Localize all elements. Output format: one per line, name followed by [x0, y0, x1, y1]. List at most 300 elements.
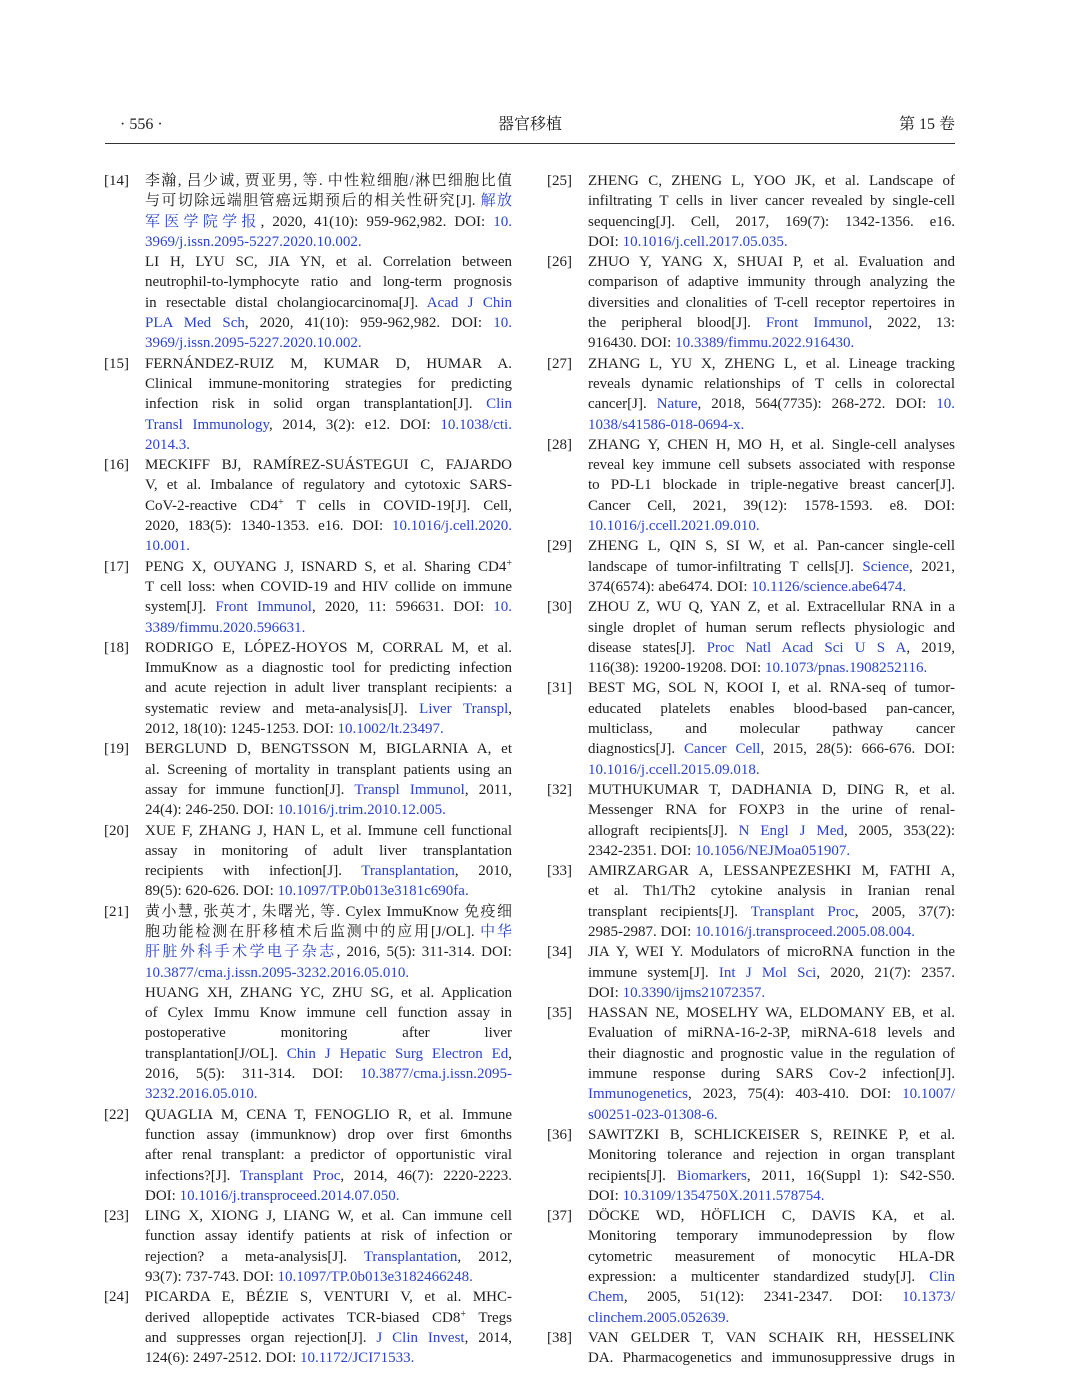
reference-line — [145, 475, 512, 495]
reference-line — [588, 618, 955, 638]
reference-link[interactable]: Front Immunol — [215, 599, 312, 616]
reference-line — [145, 1166, 512, 1186]
reference-link[interactable]: 10.1016/j.ccell.2021.09.010. — [588, 518, 760, 535]
reference-line — [145, 719, 512, 739]
reference-line — [588, 902, 955, 922]
reference-number: [17] — [104, 558, 129, 575]
reference-text: Evaluation of miRNA-16-2-3P, miRNA-618 levels and — [588, 1025, 955, 1042]
reference-line — [145, 1125, 512, 1145]
reference-line — [145, 658, 512, 678]
reference-item — [104, 638, 512, 739]
reference-text: after renal transplant: a predictor of opportunistic viral — [145, 1147, 512, 1164]
reference-text: function assay (immunknow) drop over first 6months — [145, 1126, 512, 1143]
reference-text: Cancer Cell, 2021, 39(12): 1578-1593. e8. DOI: — [588, 497, 955, 514]
reference-item — [104, 902, 512, 1105]
reference-text: sequencing[J]. Cell, 2017, 169(7): 1342-1356. e16. — [588, 213, 955, 230]
reference-text: , 2005, 51(12): 2341-2347. DOI: — [623, 1289, 903, 1306]
reference-text: 93(7): 737-743. DOI: — [145, 1269, 278, 1286]
reference-text: VAN GELDER T, VAN SCHAIK RH, HESSELINK — [588, 1329, 955, 1346]
reference-text: , 2005, 37(7): — [854, 903, 955, 920]
reference-number: [28] — [547, 436, 572, 453]
reference-link[interactable]: 10.1016/j.trim.2010.12.005. — [277, 802, 446, 819]
reference-line — [588, 800, 955, 820]
reference-text: assay for immune function[J]. — [145, 781, 355, 798]
reference-link[interactable]: Transplant Proc — [750, 903, 855, 920]
reference-link[interactable]: 10.1007/ — [902, 1086, 955, 1103]
reference-item — [547, 1206, 955, 1328]
reference-text: ZHOU Z, WU Q, YAN Z, et al. Extracellular RNA in a — [588, 599, 955, 616]
superscript: + — [278, 496, 284, 508]
reference-line — [588, 658, 955, 678]
reference-text: FERNÁNDEZ-RUIZ M, KUMAR D, HUMAR A. — [145, 355, 512, 372]
reference-line — [145, 536, 512, 556]
reference-text: cytometric measurement of monocytic HLA-DR — [588, 1248, 955, 1265]
reference-number: [26] — [547, 254, 572, 271]
reference-link[interactable]: 10.3877/cma.j.issn.2095-3232.2016.05.010. — [145, 964, 410, 981]
reference-text: Messenger RNA for FOXP3 in the urine of renal- — [588, 802, 955, 819]
reference-line — [145, 1308, 512, 1328]
reference-item — [104, 557, 512, 638]
reference-line — [145, 171, 512, 191]
reference-line — [588, 922, 955, 942]
reference-text: comparison of adaptive immunity through analyzing the — [588, 274, 955, 291]
reference-link[interactable]: 3389/fimmu.2020.596631. — [145, 619, 306, 636]
reference-text: recipients[J]. — [588, 1167, 677, 1184]
reference-link[interactable]: Transplantation — [361, 863, 455, 880]
reference-line — [588, 1166, 955, 1186]
reference-link[interactable]: Transpl Immunol — [354, 781, 465, 798]
reference-text: and suppresses organ rejection[J]. — [145, 1329, 377, 1346]
reference-line — [145, 1267, 512, 1287]
reference-link[interactable]: 10.1097/TP.0b013e3182466248. — [277, 1269, 473, 1286]
reference-link[interactable]: Transplantation — [363, 1248, 458, 1265]
reference-link[interactable]: Clin — [929, 1269, 955, 1286]
reference-text: , 2011, — [464, 781, 512, 798]
reference-item — [547, 942, 955, 1003]
reference-text: their diagnostic and prognostic value in the regulation of — [588, 1045, 955, 1062]
reference-text: in resectable distal cholangiocarcinoma[J]. — [145, 294, 427, 311]
reference-link[interactable]: 10.1016/j.cell.2020. — [392, 518, 512, 535]
reference-line — [588, 1044, 955, 1064]
reference-line — [588, 333, 955, 353]
reference-line — [588, 272, 955, 292]
reference-text: , 2020, 11: 596631. DOI: — [311, 599, 494, 616]
reference-text: PICARDA E, BÉZIE S, VENTURI V, et al. MHC- — [145, 1289, 512, 1306]
reference-text: diagnostics[J]. — [588, 741, 685, 758]
reference-link[interactable]: 3969/j.issn.2095-5227.2020.10.002. — [145, 233, 362, 250]
reference-line — [145, 699, 512, 719]
reference-item — [547, 536, 956, 597]
reference-number: [24] — [104, 1289, 129, 1306]
reference-text: infections?[J]. — [145, 1167, 240, 1184]
reference-text: , 2018, 564(7735): 268-272. DOI: — [697, 396, 937, 413]
reference-text: AMIRZARGAR A, LESSANPEZESHKI M, FATHI A, — [588, 863, 955, 880]
reference-line — [588, 212, 955, 232]
reference-line — [145, 293, 512, 313]
reference-link[interactable]: 10.1002/lt.23497. — [337, 721, 444, 738]
reference-text: , 2014, 46(7): 2220-2223. — [340, 1167, 512, 1184]
reference-link[interactable]: 10.1373/ — [902, 1289, 955, 1306]
reference-link[interactable]: Immunogenetics — [588, 1086, 688, 1103]
reference-text: Tregs — [465, 1309, 512, 1326]
reference-link[interactable]: 10.1016/j.cell.2017.05.035. — [622, 233, 788, 250]
reference-text: expression: a multicenter standardized study[J]. — [588, 1269, 930, 1286]
reference-line — [588, 496, 955, 516]
reference-text: HASSAN NE, MOSELHY WA, ELDOMANY EB, et al. — [588, 1005, 955, 1022]
reference-text: 89(5): 620-626. DOI: — [145, 883, 278, 900]
reference-line — [145, 841, 512, 861]
reference-text: assay in monitoring of adult liver transplantation — [145, 842, 512, 859]
reference-item — [547, 780, 955, 861]
reference-number: [32] — [547, 781, 572, 798]
reference-link[interactable]: clinchem.2005.052639. — [588, 1309, 730, 1326]
reference-text: DOI: — [588, 233, 623, 250]
reference-number: [36] — [547, 1126, 572, 1143]
reference-link[interactable]: 10.1097/TP.0b013e3181c690fa. — [277, 883, 469, 900]
page-number: · 556 · — [120, 116, 163, 133]
reference-link[interactable]: 中华 — [480, 923, 512, 940]
reference-line — [588, 577, 955, 597]
reference-text: 2020, 183(5): 1340-1353. e16. DOI: — [145, 518, 392, 535]
reference-line — [588, 1328, 955, 1348]
reference-link[interactable]: PLA Med Sch — [145, 315, 245, 332]
reference-text: , 2011, 16(Suppl 1): S42-S50. — [746, 1167, 955, 1184]
reference-link[interactable]: 10.1016/j.transproceed.2005.08.004. — [695, 923, 916, 940]
reference-text: RODRIGO E, LÓPEZ-HOYOS M, CORRAL M, et al. — [145, 639, 512, 656]
reference-number: [15] — [104, 355, 129, 372]
reference-text: LI H, LYU SC, JIA YN, et al. Correlation between — [145, 254, 512, 271]
reference-text: postoperative monitoring after liver — [145, 1025, 512, 1042]
reference-line — [145, 1206, 512, 1226]
reference-item — [104, 1206, 512, 1287]
reference-text: al. Screening of mortality in transplant patients using an — [145, 761, 512, 778]
reference-line — [145, 1105, 512, 1125]
reference-line — [145, 252, 512, 272]
reference-line — [145, 963, 512, 983]
reference-link[interactable]: Transplant Proc — [239, 1167, 341, 1184]
reference-text: infiltrating T cells in liver cancer revealed by single-cell — [588, 193, 955, 210]
reference-text: 916430. DOI: — [588, 335, 676, 352]
superscript: + — [460, 1308, 466, 1320]
reference-line — [588, 963, 955, 983]
reference-link[interactable]: Clin — [486, 396, 512, 413]
reference-line — [145, 455, 512, 475]
reference-line — [145, 821, 512, 841]
reference-line — [588, 699, 955, 719]
reference-line — [145, 1145, 512, 1165]
reference-link[interactable]: Acad J Chin — [426, 294, 512, 311]
reference-line — [588, 1125, 955, 1145]
reference-text: the peripheral blood[J]. — [588, 315, 766, 332]
reference-text: HUANG XH, ZHANG YC, ZHU SG, et al. Application — [145, 984, 512, 1001]
reference-text: , 2012, — [457, 1248, 512, 1265]
reference-link[interactable]: 2014.3. — [145, 436, 190, 453]
reference-line — [588, 232, 955, 252]
reference-item — [104, 455, 513, 556]
reference-text: , 2015, 28(5): 666-676. DOI: — [760, 741, 955, 758]
reference-line — [588, 475, 955, 495]
reference-line — [145, 212, 512, 232]
reference-number: [35] — [547, 1005, 572, 1022]
reference-line — [145, 1023, 512, 1043]
reference-text: QUAGLIA M, CENA T, FENOGLIO R, et al. Immune — [145, 1106, 512, 1123]
reference-number: [19] — [104, 741, 129, 758]
reference-text: of Cylex Immu Know immune cell function assay in — [145, 1005, 512, 1022]
reference-line — [588, 557, 955, 577]
reference-link[interactable]: Biomarkers — [676, 1167, 747, 1184]
reference-line — [145, 272, 512, 292]
reference-text: 2012, 18(10): 1245-1253. DOI: — [145, 721, 338, 738]
reference-line — [145, 739, 512, 759]
reference-line — [145, 1003, 512, 1023]
reference-text: Clinical immune-monitoring strategies for predicting — [145, 375, 512, 392]
reference-line — [145, 902, 512, 922]
reference-text: single droplet of human serum reflects physiologic and — [588, 619, 955, 636]
reference-line — [588, 983, 955, 1003]
reference-link[interactable]: 10. — [936, 396, 955, 413]
reference-line — [588, 942, 955, 962]
reference-link[interactable]: Proc Natl Acad Sci U S A — [706, 639, 907, 656]
reference-link[interactable]: 肝脏外科手术学电子杂志 — [145, 944, 337, 961]
reference-link[interactable]: Liver Transpl — [419, 700, 509, 717]
reference-link[interactable]: 解放 — [480, 193, 512, 210]
reference-link[interactable]: Front Immunol — [765, 315, 869, 332]
reference-line — [145, 577, 512, 597]
reference-text: transplant recipients[J]. — [588, 903, 751, 920]
reference-item — [547, 435, 955, 536]
reference-text: neutrophil-to-lymphocyte ratio and long-term prognosis — [145, 274, 512, 291]
reference-line — [145, 942, 512, 962]
reference-line — [588, 861, 955, 881]
reference-line — [145, 1287, 512, 1307]
reference-item — [547, 252, 955, 353]
reference-text: 黄小慧, 张英才, 朱曙光, 等. Cylex ImmuKnow 免疫细 — [145, 903, 512, 920]
reference-text: CoV-2-reactive CD4 — [145, 497, 279, 514]
reference-text: , 2014, 3(2): e12. DOI: — [269, 416, 441, 433]
reference-link[interactable]: Transl Immunology — [145, 416, 269, 433]
reference-item — [547, 1125, 955, 1206]
reference-line — [145, 1328, 512, 1348]
reference-line — [145, 191, 512, 211]
reference-link[interactable]: 10. — [493, 599, 512, 616]
reference-link[interactable]: 10.3390/ijms21072357. — [622, 984, 766, 1001]
reference-text: , 2014, — [464, 1329, 513, 1346]
reference-link[interactable]: 3232.2016.05.010. — [145, 1086, 258, 1103]
reference-link[interactable]: s00251-023-01308-6. — [588, 1106, 718, 1123]
reference-number: [25] — [547, 173, 572, 189]
reference-link[interactable]: 10.3389/fimmu.2022.916430. — [675, 335, 855, 352]
reference-number: [20] — [104, 822, 129, 839]
reference-text: SAWITZKI B, SCHLICKEISER S, REINKE P, et al. — [588, 1126, 955, 1143]
reference-link[interactable]: N Engl J Med — [738, 822, 844, 839]
reference-line — [145, 394, 512, 414]
reference-line — [588, 252, 955, 272]
reference-item — [104, 821, 512, 902]
reference-number: [27] — [547, 355, 572, 372]
reference-text: immune system[J]. — [588, 964, 719, 981]
reference-number: [18] — [104, 639, 129, 656]
reference-line — [145, 760, 512, 780]
reference-link[interactable]: 10.1126/science.abe6474. — [751, 578, 907, 595]
reference-item — [547, 171, 955, 252]
reference-line — [588, 455, 955, 475]
reference-link[interactable]: 10. — [493, 213, 512, 230]
reference-text: derived allopeptide activates TCR-biased CD8 — [145, 1309, 461, 1326]
reference-link[interactable]: Nature — [656, 396, 698, 413]
reference-item — [547, 1328, 955, 1369]
reference-item — [547, 1003, 955, 1125]
reference-link[interactable]: 10.001. — [145, 538, 190, 555]
reference-text: , 2016, 5(5): 311-314. DOI: — [336, 944, 512, 961]
reference-line — [145, 618, 512, 638]
reference-link[interactable]: Science — [862, 558, 910, 575]
reference-item — [547, 597, 956, 678]
reference-line — [145, 597, 512, 617]
reference-item — [547, 861, 955, 942]
reference-link[interactable]: 军医学院学报 — [145, 213, 261, 230]
reference-link[interactable]: 10.1016/j.ccell.2015.09.018. — [588, 761, 760, 778]
reference-link[interactable]: Chin J Hepatic Surg Electron Ed — [286, 1045, 509, 1062]
reference-text: BERGLUND D, BENGTSSON M, BIGLARNIA A, et — [145, 741, 512, 758]
reference-text: 2985-2987. DOI: — [588, 923, 696, 940]
reference-line — [145, 516, 512, 536]
reference-link[interactable]: 10.3109/1354750X.2011.578754. — [622, 1187, 825, 1204]
reference-text: ZHANG L, YU X, ZHENG L, et al. Lineage tracking — [588, 355, 955, 372]
reference-text: , 2022, 13: — [868, 315, 955, 332]
reference-line — [145, 415, 512, 435]
reference-line — [145, 881, 512, 901]
reference-link[interactable]: Cancer Cell — [684, 741, 761, 758]
reference-link[interactable]: 10.1172/JCI71533. — [299, 1350, 415, 1367]
reference-link[interactable]: 10.1038/cti. — [440, 416, 512, 433]
reference-line — [145, 333, 512, 353]
reference-text: , — [508, 700, 512, 717]
reference-link[interactable]: 10.1073/pnas.1908252116. — [764, 660, 928, 677]
reference-link[interactable]: 1038/s41586-018-0694-x. — [588, 416, 745, 433]
reference-line — [588, 171, 955, 191]
reference-text: allograft recipients[J]. — [588, 822, 739, 839]
reference-link[interactable]: Chem — [588, 1289, 624, 1306]
reference-link[interactable]: 3969/j.issn.2095-5227.2020.10.002. — [145, 335, 362, 352]
reference-text: DA. Pharmacogenetics and immunosuppressive drugs in — [588, 1350, 955, 1367]
reference-column-right — [547, 171, 956, 1369]
reference-text: Monitoring tolerance and rejection in organ transplant — [588, 1147, 955, 1164]
reference-line — [588, 435, 955, 455]
reference-line — [145, 922, 512, 942]
volume-label: 第 15 卷 — [898, 116, 955, 133]
reference-text: rejection? a meta-analysis[J]. — [145, 1248, 364, 1265]
reference-line — [145, 638, 512, 658]
reference-item — [547, 354, 955, 435]
reference-line — [145, 1186, 512, 1206]
reference-text: , 2020, 41(10): 959-962,982. DOI: — [244, 315, 494, 332]
reference-text: 胞功能检测在肝移植术后监测中的应用[J/OL]. — [145, 923, 481, 940]
reference-text: 116(38): 19200-19208. DOI: — [588, 660, 765, 677]
reference-line — [588, 1186, 955, 1206]
reference-line — [588, 1064, 955, 1084]
reference-line — [588, 1003, 955, 1023]
reference-text: ImmuKnow as a diagnostic tool for predicting infection — [145, 660, 512, 677]
reference-number: [37] — [547, 1208, 572, 1225]
reference-line — [588, 293, 955, 313]
reference-text: et al. Th1/Th2 cytokine analysis in Iranian renal — [588, 883, 955, 900]
reference-text: reveal key immune cell subsets associated with response — [588, 457, 955, 474]
reference-text: , 2023, 75(4): 403-410. DOI: — [687, 1086, 903, 1103]
reference-line — [588, 841, 955, 861]
reference-line — [588, 1267, 955, 1287]
reference-text: disease states[J]. — [588, 639, 707, 656]
reference-text: , 2020, 41(10): 959-962,982. DOI: — [260, 213, 494, 230]
reference-text: 2342-2351. DOI: — [588, 842, 696, 859]
reference-line — [588, 638, 955, 658]
reference-line — [588, 780, 955, 800]
reference-text: 2016, 5(5): 311-314. DOI: — [145, 1066, 361, 1083]
reference-text: JIA Y, WEI Y. Modulators of microRNA function in the — [588, 944, 955, 961]
reference-line — [145, 313, 512, 333]
reference-item — [104, 1287, 513, 1368]
reference-text: LING X, XIONG J, LIANG W, et al. Can immune cell — [145, 1208, 512, 1225]
reference-text: BEST MG, SOL N, KOOI I, et al. RNA-seq of tumor- — [588, 680, 955, 697]
reference-text: 李瀚, 吕少诚, 贾亚男, 等. 中性粒细胞/淋巴细胞比值 — [145, 173, 512, 189]
reference-line — [588, 374, 955, 394]
reference-line — [588, 739, 955, 759]
reference-line — [588, 821, 955, 841]
reference-link[interactable]: 10.3877/cma.j.issn.2095- — [360, 1066, 512, 1083]
reference-number: [21] — [104, 903, 129, 920]
reference-line — [588, 760, 955, 780]
reference-text: immune response during SARS Cov-2 infection[J]. — [588, 1066, 955, 1083]
reference-text: multiclass, and molecular pathway cancer — [588, 721, 955, 738]
reference-text: , 2019, — [906, 639, 956, 656]
reference-number: [29] — [547, 538, 572, 555]
reference-line — [588, 678, 955, 698]
reference-item — [104, 739, 512, 820]
reference-text: MUTHUKUMAR T, DADHANIA D, DING R, et al. — [588, 781, 955, 798]
reference-item — [104, 171, 512, 354]
reference-text: , — [508, 1045, 512, 1062]
reference-line — [588, 1348, 955, 1368]
reference-line — [145, 232, 512, 252]
reference-number: [22] — [104, 1106, 129, 1123]
reference-line — [588, 1226, 955, 1246]
reference-line — [588, 313, 955, 333]
reference-link[interactable]: 10.1016/j.transproceed.2014.07.050. — [179, 1187, 400, 1204]
reference-link[interactable]: Int J Mol Sci — [718, 964, 817, 981]
reference-text: V, et al. Imbalance of regulatory and cytotoxic SARS- — [145, 477, 512, 494]
reference-text: PENG X, OUYANG J, ISNARD S, et al. Sharing CD4 — [145, 558, 507, 575]
reference-line — [145, 678, 512, 698]
reference-line — [588, 394, 955, 414]
reference-text: XUE F, ZHANG J, HAN L, et al. Immune cell functional — [145, 822, 512, 839]
reference-number: [14] — [104, 173, 129, 189]
reference-item — [104, 1105, 512, 1206]
reference-number: [34] — [547, 944, 572, 961]
reference-text: ZHUO Y, YANG X, SHUAI P, et al. Evaluation and — [588, 254, 955, 271]
reference-link[interactable]: J Clin Invest — [376, 1329, 465, 1346]
reference-text: systematic review and meta-analysis[J]. — [145, 700, 420, 717]
reference-line — [145, 557, 512, 577]
reference-text: to PD-L1 blockade in triple-negative breast cancer[J]. — [588, 477, 955, 494]
superscript: + — [506, 557, 512, 569]
reference-text: T cells in COVID-19[J]. Cell, — [283, 497, 513, 514]
reference-text: diversities and clonalities of T-cell receptor repertoires in — [588, 294, 955, 311]
reference-number: [23] — [104, 1208, 129, 1225]
reference-line — [145, 983, 512, 1003]
reference-line — [145, 435, 512, 455]
reference-line — [145, 1348, 512, 1368]
reference-link[interactable]: 10. — [493, 315, 512, 332]
reference-link[interactable]: 10.1056/NEJMoa051907. — [695, 842, 851, 859]
